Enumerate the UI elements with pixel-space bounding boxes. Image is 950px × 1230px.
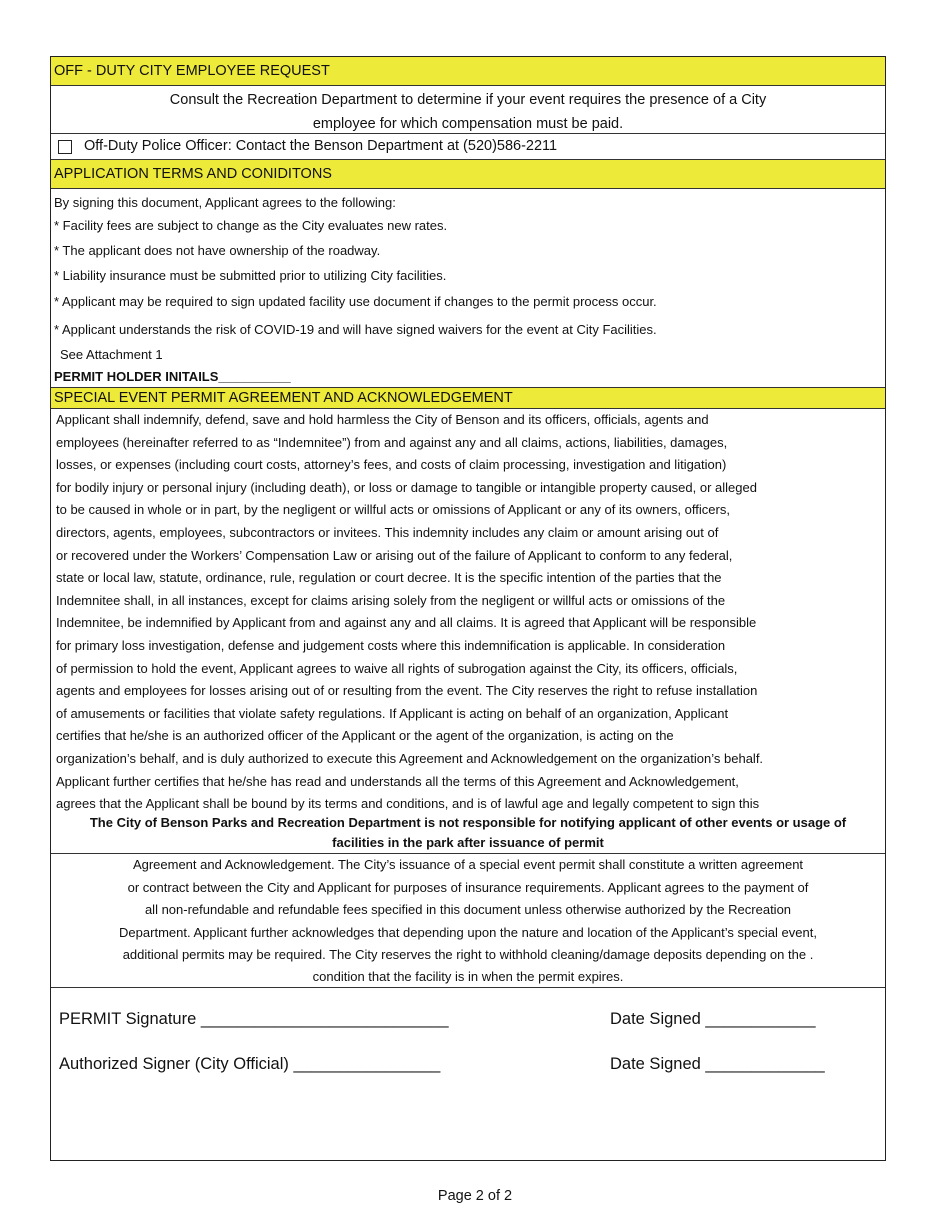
ack-line: or contract between the City and Applicant for purposes of insurance requirements. Applicant agrees to the payment of	[127, 879, 809, 895]
agreement-line: for primary loss investigation, defense and judgement costs where this indemnification is applicable. In consideration	[56, 637, 726, 653]
agreement-line: to be caused in whole or in part, by the negligent or willful acts or omissions of Applicant or any of its owners, officers,	[56, 502, 730, 518]
police-officer-checkbox[interactable]	[58, 140, 72, 154]
consult-notice	[51, 86, 885, 134]
disclaimer-line-2: facilities in the park after issuance of permit	[332, 835, 604, 850]
agreement-line: agrees that the Applicant shall be bound by its terms and conditions, and is of lawful age and legally competent to sign this	[56, 796, 760, 812]
terms-section-header: APPLICATION TERMS AND CONIDITONS	[51, 160, 885, 189]
page-number: Page 2 of 2	[437, 1188, 513, 1204]
agreement-body	[51, 409, 885, 813]
agreement-line: of permission to hold the event, Applicant agrees to waive all rights of subrogation against the City, its officers, officials,	[56, 660, 738, 676]
permit-signature-field[interactable]: PERMIT Signature ___________________________	[59, 1010, 449, 1028]
term-item: * The applicant does not have ownership of the roadway.	[54, 243, 381, 258]
agreement-line: or recovered under the Workers’ Compensation Law or arising out of the failure of Applicant to conform to any federal,	[56, 547, 733, 563]
permit-form	[50, 56, 886, 1161]
agreement-line: of amusements or facilities that violate safety regulations. If Applicant is acting on behalf of an organization, Applicant	[56, 705, 729, 721]
agreement-line: losses, or expenses (including court costs, attorney’s fees, and costs of claim processing, investigation and litigation)	[56, 457, 727, 473]
agreement-line: for bodily injury or personal injury (including death), or loss or damage to tangible or intangible property caused, or alleged	[56, 479, 757, 495]
consult-line-2: employee for which compensation must be paid.	[312, 116, 624, 132]
agreement-line: state or local law, statute, ordinance, rule, regulation or court decree. It is the specific intention of the parties that the	[56, 570, 722, 586]
ack-line: condition that the facility is in when the permit expires.	[312, 968, 624, 984]
agreement-line: Indemnitee shall, in all instances, except for claims arising solely from the negligent or willful acts or omissions of the	[56, 592, 726, 608]
agreement-line: organization’s behalf, and is duly authorized to execute this Agreement and Acknowledgement on the organization’s behalf.	[56, 750, 764, 766]
agreement-section-header: SPECIAL EVENT PERMIT AGREEMENT AND ACKNOWLEDGEMENT	[51, 387, 885, 409]
term-item: * Applicant understands the risk of COVID-19 and will have signed waivers for the event at City Facilities.	[54, 322, 657, 337]
attachment-reference: See Attachment 1	[60, 347, 163, 362]
police-officer-row	[51, 134, 885, 160]
permit-holder-initials-field[interactable]: PERMIT HOLDER INITAILS__________	[54, 369, 291, 384]
agreement-line: directors, agents, employees, subcontractors or invitees. This indemnity includes any claim or amount arising out of	[56, 524, 719, 540]
acknowledgement-body	[51, 854, 885, 988]
term-item: * Liability insurance must be submitted prior to utilizing City facilities.	[54, 268, 447, 283]
terms-body	[51, 189, 885, 387]
ack-line: Agreement and Acknowledgement. The City’s issuance of a special event permit shall constitute a written agreement	[132, 857, 804, 872]
date-signed-field-2[interactable]: Date Signed _____________	[610, 1055, 825, 1073]
ack-line: Department. Applicant further acknowledges that depending upon the nature and location of the Applicant’s special event,	[119, 924, 817, 940]
signature-block	[51, 988, 885, 1158]
terms-intro: By signing this document, Applicant agrees to the following:	[54, 195, 396, 210]
agreement-line: Applicant shall indemnify, defend, save and hold harmless the City of Benson and its officers, officials, agents and	[56, 412, 709, 427]
agreement-line: agents and employees for losses arising out of or resulting from the event. The City reserves the right to refuse installation	[56, 683, 758, 699]
notification-disclaimer	[51, 813, 885, 854]
agreement-line: Indemnitee, be indemnified by Applicant from and against any and all claims. It is agreed that Applicant will be responsible	[56, 615, 757, 631]
agreement-line: certifies that he/she is an authorized officer of the Applicant or the agent of the organization, is acting on the	[56, 728, 674, 744]
consult-line-1: Consult the Recreation Department to determine if your event requires the presence of a City	[169, 92, 767, 108]
ack-line: additional permits may be required. The City reserves the right to withhold cleaning/damage deposits depending on the .	[122, 947, 814, 963]
term-item: * Facility fees are subject to change as the City evaluates new rates.	[54, 218, 448, 233]
agreement-line: Applicant further certifies that he/she has read and understands all the terms of this Agreement and Acknowledgement,	[56, 773, 739, 789]
date-signed-field-1[interactable]: Date Signed ____________	[610, 1010, 816, 1028]
offduty-section-header: OFF - DUTY CITY EMPLOYEE REQUEST	[51, 57, 885, 86]
term-item: * Applicant may be required to sign updated facility use document if changes to the permit process occur.	[54, 294, 657, 309]
ack-line: all non-refundable and refundable fees specified in this document unless otherwise authorized by the Recreation	[144, 902, 792, 918]
disclaimer-line-1: The City of Benson Parks and Recreation Department is not responsible for notifying applicant of other events or usage of	[89, 815, 847, 830]
authorized-signer-field[interactable]: Authorized Signer (City Official) ________________	[59, 1055, 441, 1073]
agreement-line: employees (hereinafter referred to as “Indemnitee”) from and against any and all claims, actions, liabilities, damages,	[56, 434, 728, 450]
police-officer-label: Off-Duty Police Officer: Contact the Benson Department at (520)586-2211	[84, 138, 558, 154]
